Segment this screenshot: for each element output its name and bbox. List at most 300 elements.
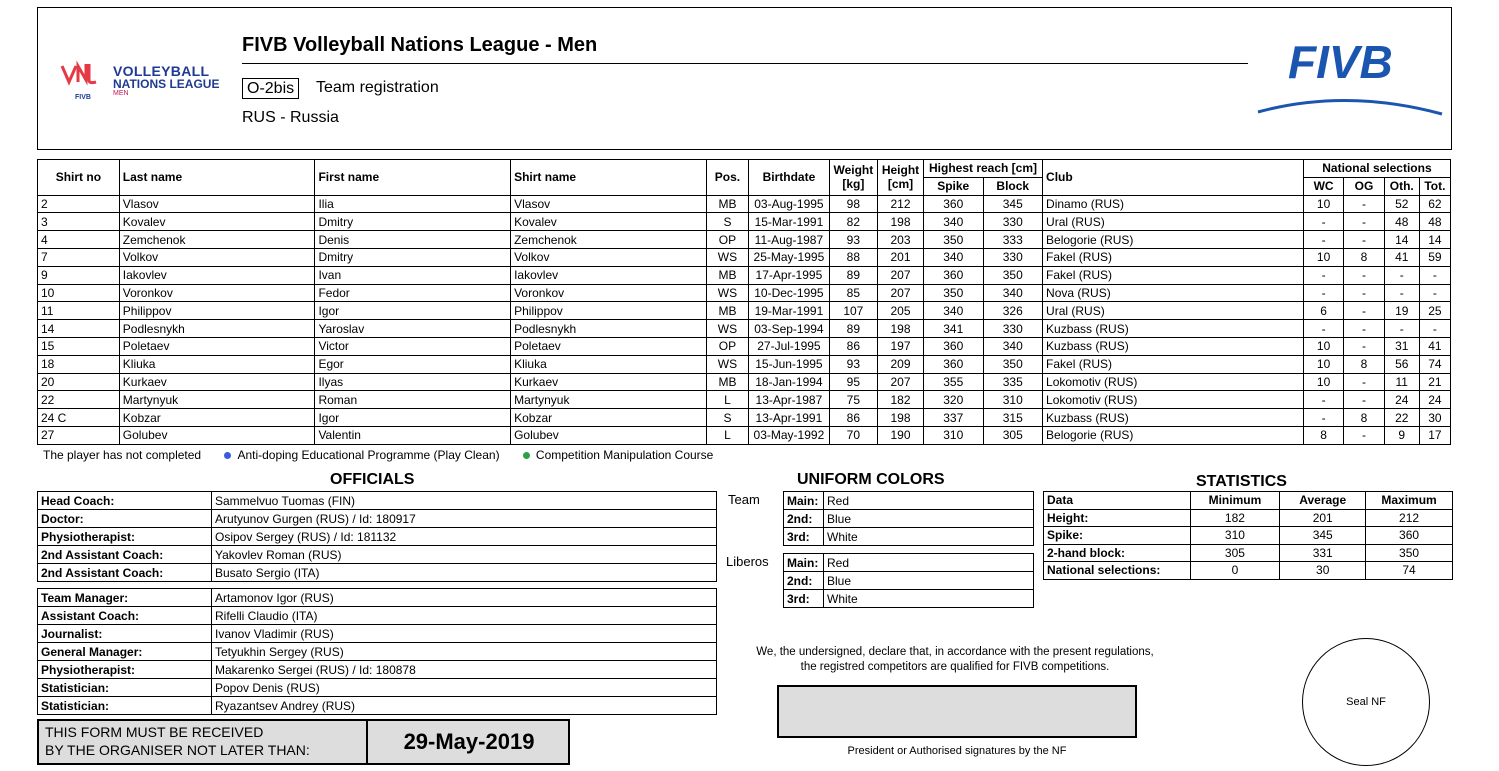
player-block: 315 (983, 409, 1043, 427)
player-weight: 107 (829, 302, 877, 320)
player-birthdate: 03-Sep-1994 (749, 320, 829, 338)
player-weight: 95 (829, 373, 877, 391)
officials-table-2 (37, 588, 717, 715)
uniform-kit-label: 2nd: (784, 572, 824, 590)
official-row (38, 528, 717, 546)
header-shirt-name: Shirt name (511, 160, 707, 196)
player-tot: 21 (1419, 373, 1450, 391)
player-first-name: Egor (315, 355, 511, 373)
player-weight: 70 (829, 426, 877, 444)
player-birthdate: 13-Apr-1987 (749, 391, 829, 409)
player-shirt-name: Voronkov (511, 284, 707, 302)
player-weight: 85 (829, 284, 877, 302)
player-tot: 48 (1419, 213, 1450, 231)
player-birthdate: 10-Dec-1995 (749, 284, 829, 302)
player-birthdate: 15-Mar-1991 (749, 213, 829, 231)
header-club: Club (1043, 160, 1304, 196)
header-shirt-no: Shirt no (38, 160, 120, 196)
player-birthdate: 27-Jul-1995 (749, 337, 829, 355)
header-first-name: First name (315, 160, 511, 196)
player-height: 207 (878, 373, 924, 391)
player-tot: 62 (1419, 195, 1450, 213)
player-block: 310 (983, 391, 1043, 409)
player-og: 8 (1344, 355, 1384, 373)
official-role: Statistician: (38, 697, 212, 715)
player-spike: 340 (923, 302, 983, 320)
official-role: Statistician: (38, 679, 212, 697)
title-divider (242, 63, 1248, 64)
player-wc: 10 (1303, 248, 1343, 266)
stats-header: Data (1044, 492, 1191, 510)
fivb-logo-icon (1256, 40, 1446, 120)
player-height: 197 (878, 337, 924, 355)
stats-row (1044, 527, 1453, 545)
player-first-name: Dmitry (315, 248, 511, 266)
player-shirt-no: 18 (38, 355, 120, 373)
player-shirt-name: Vlasov (511, 195, 707, 213)
form-name: Team registration (316, 79, 439, 96)
player-spike: 360 (923, 266, 983, 284)
player-club: Ural (RUS) (1043, 213, 1304, 231)
player-last-name: Philippov (119, 302, 315, 320)
player-first-name: Denis (315, 231, 511, 249)
header-height: Height [cm] (878, 160, 924, 196)
player-og: - (1344, 195, 1384, 213)
vnl-logo-line1: VOLLEYBALL (113, 63, 210, 79)
player-pos: L (706, 426, 748, 444)
player-shirt-no: 9 (38, 266, 120, 284)
player-spike: 340 (923, 213, 983, 231)
uniform-liberos-label: Liberos (726, 554, 769, 569)
uniform-team-table (783, 491, 1034, 546)
player-birthdate: 19-Mar-1991 (749, 302, 829, 320)
player-block: 326 (983, 302, 1043, 320)
player-pos: WS (706, 320, 748, 338)
header-pos: Pos. (706, 160, 748, 196)
stats-header: Average (1280, 492, 1366, 510)
legend-item-antidoping: Anti-doping Educational Programme (Play Clean) (237, 448, 500, 462)
uniform-row (784, 528, 1034, 546)
player-spike: 337 (923, 409, 983, 427)
player-height: 207 (878, 284, 924, 302)
official-row (38, 625, 717, 643)
stats-value: 30 (1280, 562, 1366, 580)
player-weight: 88 (829, 248, 877, 266)
player-birthdate: 17-Apr-1995 (749, 266, 829, 284)
uniform-color: Red (824, 492, 1034, 510)
player-birthdate: 13-Apr-1991 (749, 409, 829, 427)
uniform-color: White (824, 528, 1034, 546)
player-shirt-name: Martynyuk (511, 391, 707, 409)
stats-row (1044, 562, 1453, 580)
player-height: 205 (878, 302, 924, 320)
player-height: 209 (878, 355, 924, 373)
player-club: Lokomotiv (RUS) (1043, 373, 1304, 391)
player-club: Belogorie (RUS) (1043, 231, 1304, 249)
header-national-selections: National selections (1303, 160, 1450, 178)
player-spike: 360 (923, 355, 983, 373)
legend-item-manipulation: Competition Manipulation Course (535, 448, 714, 462)
player-last-name: Martynyuk (119, 391, 315, 409)
player-last-name: Kurkaev (119, 373, 315, 391)
official-name: Artamonov Igor (RUS) (212, 589, 717, 607)
player-block: 333 (983, 231, 1043, 249)
document-title: FIVB Volleyball Nations League - Men (242, 34, 598, 56)
player-club: Lokomotiv (RUS) (1043, 391, 1304, 409)
uniform-kit-label: Main: (784, 492, 824, 510)
player-height: 198 (878, 409, 924, 427)
official-role: Head Coach: (38, 492, 212, 510)
player-last-name: Kliuka (119, 355, 315, 373)
player-tot: 25 (1419, 302, 1450, 320)
player-row (38, 426, 1451, 444)
player-og: - (1344, 320, 1384, 338)
player-block: 350 (983, 355, 1043, 373)
player-spike: 340 (923, 248, 983, 266)
deadline-text (45, 723, 310, 759)
player-weight: 89 (829, 320, 877, 338)
uniform-team-label: Team (728, 492, 760, 507)
player-last-name: Kobzar (119, 409, 315, 427)
player-height: 212 (878, 195, 924, 213)
deadline-box (37, 719, 570, 765)
player-pos: MB (706, 266, 748, 284)
uniform-kit-label: 3rd: (784, 590, 824, 608)
player-block: 330 (983, 248, 1043, 266)
player-tot: 41 (1419, 337, 1450, 355)
player-first-name: Dmitry (315, 213, 511, 231)
player-club: Fakel (RUS) (1043, 266, 1304, 284)
player-pos: S (706, 213, 748, 231)
player-wc: - (1303, 391, 1343, 409)
player-birthdate: 18-Jan-1994 (749, 373, 829, 391)
player-club: Fakel (RUS) (1043, 248, 1304, 266)
header-block: Block (983, 177, 1043, 195)
uniform-color: Blue (824, 572, 1034, 590)
player-shirt-name: Kobzar (511, 409, 707, 427)
player-block: 330 (983, 320, 1043, 338)
uniform-color: Red (824, 554, 1034, 572)
player-og: - (1344, 284, 1384, 302)
player-wc: 10 (1303, 195, 1343, 213)
player-shirt-name: Kurkaev (511, 373, 707, 391)
header-og: OG (1344, 177, 1384, 195)
player-oth: - (1384, 320, 1419, 338)
uniform-row (784, 510, 1034, 528)
player-og: 8 (1344, 248, 1384, 266)
player-last-name: Podlesnykh (119, 320, 315, 338)
player-oth: - (1384, 266, 1419, 284)
player-weight: 93 (829, 355, 877, 373)
player-club: Kuzbass (RUS) (1043, 337, 1304, 355)
vnl-logo-line3: MEN (113, 90, 129, 97)
player-wc: - (1303, 320, 1343, 338)
player-height: 203 (878, 231, 924, 249)
player-og: - (1344, 213, 1384, 231)
player-tot: - (1419, 284, 1450, 302)
player-first-name: Roman (315, 391, 511, 409)
player-tot: 17 (1419, 426, 1450, 444)
player-row (38, 409, 1451, 427)
players-table (37, 159, 1451, 445)
header-tot: Tot. (1419, 177, 1450, 195)
player-wc: - (1303, 213, 1343, 231)
stats-value: 331 (1280, 544, 1366, 562)
player-birthdate: 11-Aug-1987 (749, 231, 829, 249)
stats-value: 201 (1280, 509, 1366, 527)
player-pos: MB (706, 195, 748, 213)
player-shirt-name: Kovalev (511, 213, 707, 231)
player-spike: 350 (923, 284, 983, 302)
signature-box[interactable] (777, 685, 1137, 738)
player-row (38, 355, 1451, 373)
official-name: Rifelli Claudio (ITA) (212, 607, 717, 625)
official-role: Physiotherapist: (38, 661, 212, 679)
header-birthdate: Birthdate (749, 160, 829, 196)
player-height: 207 (878, 266, 924, 284)
uniforms-title: UNIFORM COLORS (797, 471, 945, 488)
header-weight: Weight [kg] (829, 160, 877, 196)
player-oth: 22 (1384, 409, 1419, 427)
player-pos: WS (706, 355, 748, 373)
player-pos: WS (706, 284, 748, 302)
uniform-row (784, 554, 1034, 572)
player-club: Ural (RUS) (1043, 302, 1304, 320)
player-block: 340 (983, 284, 1043, 302)
header-highest-reach: Highest reach [cm] (923, 160, 1042, 178)
player-oth: 31 (1384, 337, 1419, 355)
player-weight: 93 (829, 231, 877, 249)
officials-table-1 (37, 491, 717, 582)
uniform-color: White (824, 590, 1034, 608)
fivb-logo-text: FIVB (1288, 40, 1393, 88)
player-wc: - (1303, 409, 1343, 427)
player-shirt-no: 20 (38, 373, 120, 391)
player-club: Fakel (RUS) (1043, 355, 1304, 373)
uniform-liberos-table (783, 553, 1034, 608)
official-name: Sammelvuo Tuomas (FIN) (212, 492, 717, 510)
official-row (38, 510, 717, 528)
player-spike: 355 (923, 373, 983, 391)
player-block: 335 (983, 373, 1043, 391)
player-shirt-no: 4 (38, 231, 120, 249)
player-height: 201 (878, 248, 924, 266)
official-row (38, 564, 717, 582)
player-weight: 82 (829, 213, 877, 231)
player-row (38, 195, 1451, 213)
player-first-name: Igor (315, 302, 511, 320)
player-og: 8 (1344, 409, 1384, 427)
deadline-line-2: BY THE ORGANISER NOT LATER THAN: (45, 742, 310, 758)
player-tot: 24 (1419, 391, 1450, 409)
player-row (38, 248, 1451, 266)
header-oth: Oth. (1384, 177, 1419, 195)
player-shirt-name: Zemchenok (511, 231, 707, 249)
deadline-line-1: THIS FORM MUST BE RECEIVED (45, 724, 264, 740)
player-first-name: Victor (315, 337, 511, 355)
player-spike: 360 (923, 195, 983, 213)
player-shirt-no: 7 (38, 248, 120, 266)
player-last-name: Kovalev (119, 213, 315, 231)
player-wc: - (1303, 284, 1343, 302)
player-weight: 86 (829, 337, 877, 355)
declaration-line-2: the registred competitors are qualified for FIVB competitions. (800, 661, 1110, 673)
player-oth: 11 (1384, 373, 1419, 391)
stats-value: 360 (1366, 527, 1453, 545)
player-oth: 48 (1384, 213, 1419, 231)
player-height: 190 (878, 426, 924, 444)
player-spike: 341 (923, 320, 983, 338)
player-shirt-no: 10 (38, 284, 120, 302)
player-oth: - (1384, 284, 1419, 302)
official-row (38, 589, 717, 607)
official-role: Physiotherapist: (38, 528, 212, 546)
player-birthdate: 03-May-1992 (749, 426, 829, 444)
official-role: General Manager: (38, 643, 212, 661)
official-name: Popov Denis (RUS) (212, 679, 717, 697)
player-tot: 14 (1419, 231, 1450, 249)
player-pos: L (706, 391, 748, 409)
stats-value: 182 (1190, 509, 1280, 527)
player-first-name: Ivan (315, 266, 511, 284)
form-header (37, 7, 1452, 150)
player-club: Kuzbass (RUS) (1043, 320, 1304, 338)
player-tot: 59 (1419, 248, 1450, 266)
player-club: Belogorie (RUS) (1043, 426, 1304, 444)
player-last-name: Golubev (119, 426, 315, 444)
stats-value: 0 (1190, 562, 1280, 580)
vnl-logo-small: FIVB (75, 94, 91, 101)
player-height: 182 (878, 391, 924, 409)
player-row (38, 266, 1451, 284)
stats-header: Maximum (1366, 492, 1453, 510)
player-row (38, 391, 1451, 409)
player-shirt-no: 14 (38, 320, 120, 338)
player-og: - (1344, 231, 1384, 249)
legend (43, 448, 713, 462)
official-name: Ryazantsev Andrey (RUS) (212, 697, 717, 715)
stats-label: Spike: (1044, 527, 1191, 545)
green-dot-icon (523, 452, 530, 459)
player-pos: OP (706, 231, 748, 249)
official-role: 2nd Assistant Coach: (38, 564, 212, 582)
player-wc: - (1303, 231, 1343, 249)
seal-circle (1302, 638, 1430, 766)
official-row (38, 661, 717, 679)
player-birthdate: 15-Jun-1995 (749, 355, 829, 373)
declaration-line-1: We, the undersigned, declare that, in accordance with the present regulations, (756, 646, 1154, 658)
official-name: Yakovlev Roman (RUS) (212, 546, 717, 564)
player-row (38, 320, 1451, 338)
signature-label: President or Authorised signatures by the NF (847, 745, 1067, 757)
player-birthdate: 03-Aug-1995 (749, 195, 829, 213)
stats-value: 310 (1190, 527, 1280, 545)
player-shirt-no: 27 (38, 426, 120, 444)
player-first-name: Yaroslav (315, 320, 511, 338)
player-row (38, 213, 1451, 231)
player-oth: 56 (1384, 355, 1419, 373)
uniform-row (784, 492, 1034, 510)
player-pos: MB (706, 373, 748, 391)
officials-title: OFFICIALS (330, 471, 415, 488)
player-last-name: Zemchenok (119, 231, 315, 249)
player-block: 330 (983, 213, 1043, 231)
statistics-table (1043, 491, 1453, 580)
player-wc: 10 (1303, 337, 1343, 355)
header-wc: WC (1303, 177, 1343, 195)
player-last-name: Voronkov (119, 284, 315, 302)
player-first-name: Fedor (315, 284, 511, 302)
stats-value: 305 (1190, 544, 1280, 562)
official-row (38, 607, 717, 625)
player-last-name: Volkov (119, 248, 315, 266)
player-shirt-name: Podlesnykh (511, 320, 707, 338)
official-role: Assistant Coach: (38, 607, 212, 625)
player-block: 350 (983, 266, 1043, 284)
uniform-color: Blue (824, 510, 1034, 528)
stats-value: 74 (1366, 562, 1453, 580)
official-row (38, 697, 717, 715)
uniform-row (784, 590, 1034, 608)
player-shirt-no: 3 (38, 213, 120, 231)
player-wc: 6 (1303, 302, 1343, 320)
player-tot: 74 (1419, 355, 1450, 373)
player-last-name: Iakovlev (119, 266, 315, 284)
player-spike: 310 (923, 426, 983, 444)
player-pos: OP (706, 337, 748, 355)
player-pos: MB (706, 302, 748, 320)
player-first-name: Ilyas (315, 373, 511, 391)
statistics-title: STATISTICS (1196, 473, 1287, 490)
player-first-name: Igor (315, 409, 511, 427)
player-club: Dinamo (RUS) (1043, 195, 1304, 213)
player-wc: 10 (1303, 373, 1343, 391)
player-last-name: Vlasov (119, 195, 315, 213)
official-name: Busato Sergio (ITA) (212, 564, 717, 582)
player-first-name: Ilia (315, 195, 511, 213)
vnl-logo-line2: NATIONS LEAGUE (113, 77, 220, 91)
player-first-name: Valentin (315, 426, 511, 444)
player-shirt-name: Volkov (511, 248, 707, 266)
player-birthdate: 25-May-1995 (749, 248, 829, 266)
player-row (38, 337, 1451, 355)
player-oth: 24 (1384, 391, 1419, 409)
official-role: Team Manager: (38, 589, 212, 607)
official-role: 2nd Assistant Coach: (38, 546, 212, 564)
seal-label: Seal NF (1346, 696, 1386, 708)
official-role: Doctor: (38, 510, 212, 528)
player-shirt-name: Golubev (511, 426, 707, 444)
header-last-name: Last name (119, 160, 315, 196)
player-og: - (1344, 302, 1384, 320)
legend-intro: The player has not completed (43, 448, 202, 462)
player-shirt-no: 22 (38, 391, 120, 409)
official-row (38, 643, 717, 661)
stats-value: 350 (1366, 544, 1453, 562)
player-row (38, 231, 1451, 249)
player-shirt-no: 11 (38, 302, 120, 320)
player-weight: 75 (829, 391, 877, 409)
player-club: Nova (RUS) (1043, 284, 1304, 302)
player-pos: WS (706, 248, 748, 266)
player-oth: 9 (1384, 426, 1419, 444)
player-weight: 86 (829, 409, 877, 427)
official-name: Arutyunov Gurgen (RUS) / Id: 180917 (212, 510, 717, 528)
blue-dot-icon (224, 452, 231, 459)
player-wc: 8 (1303, 426, 1343, 444)
player-og: - (1344, 337, 1384, 355)
player-tot: 30 (1419, 409, 1450, 427)
